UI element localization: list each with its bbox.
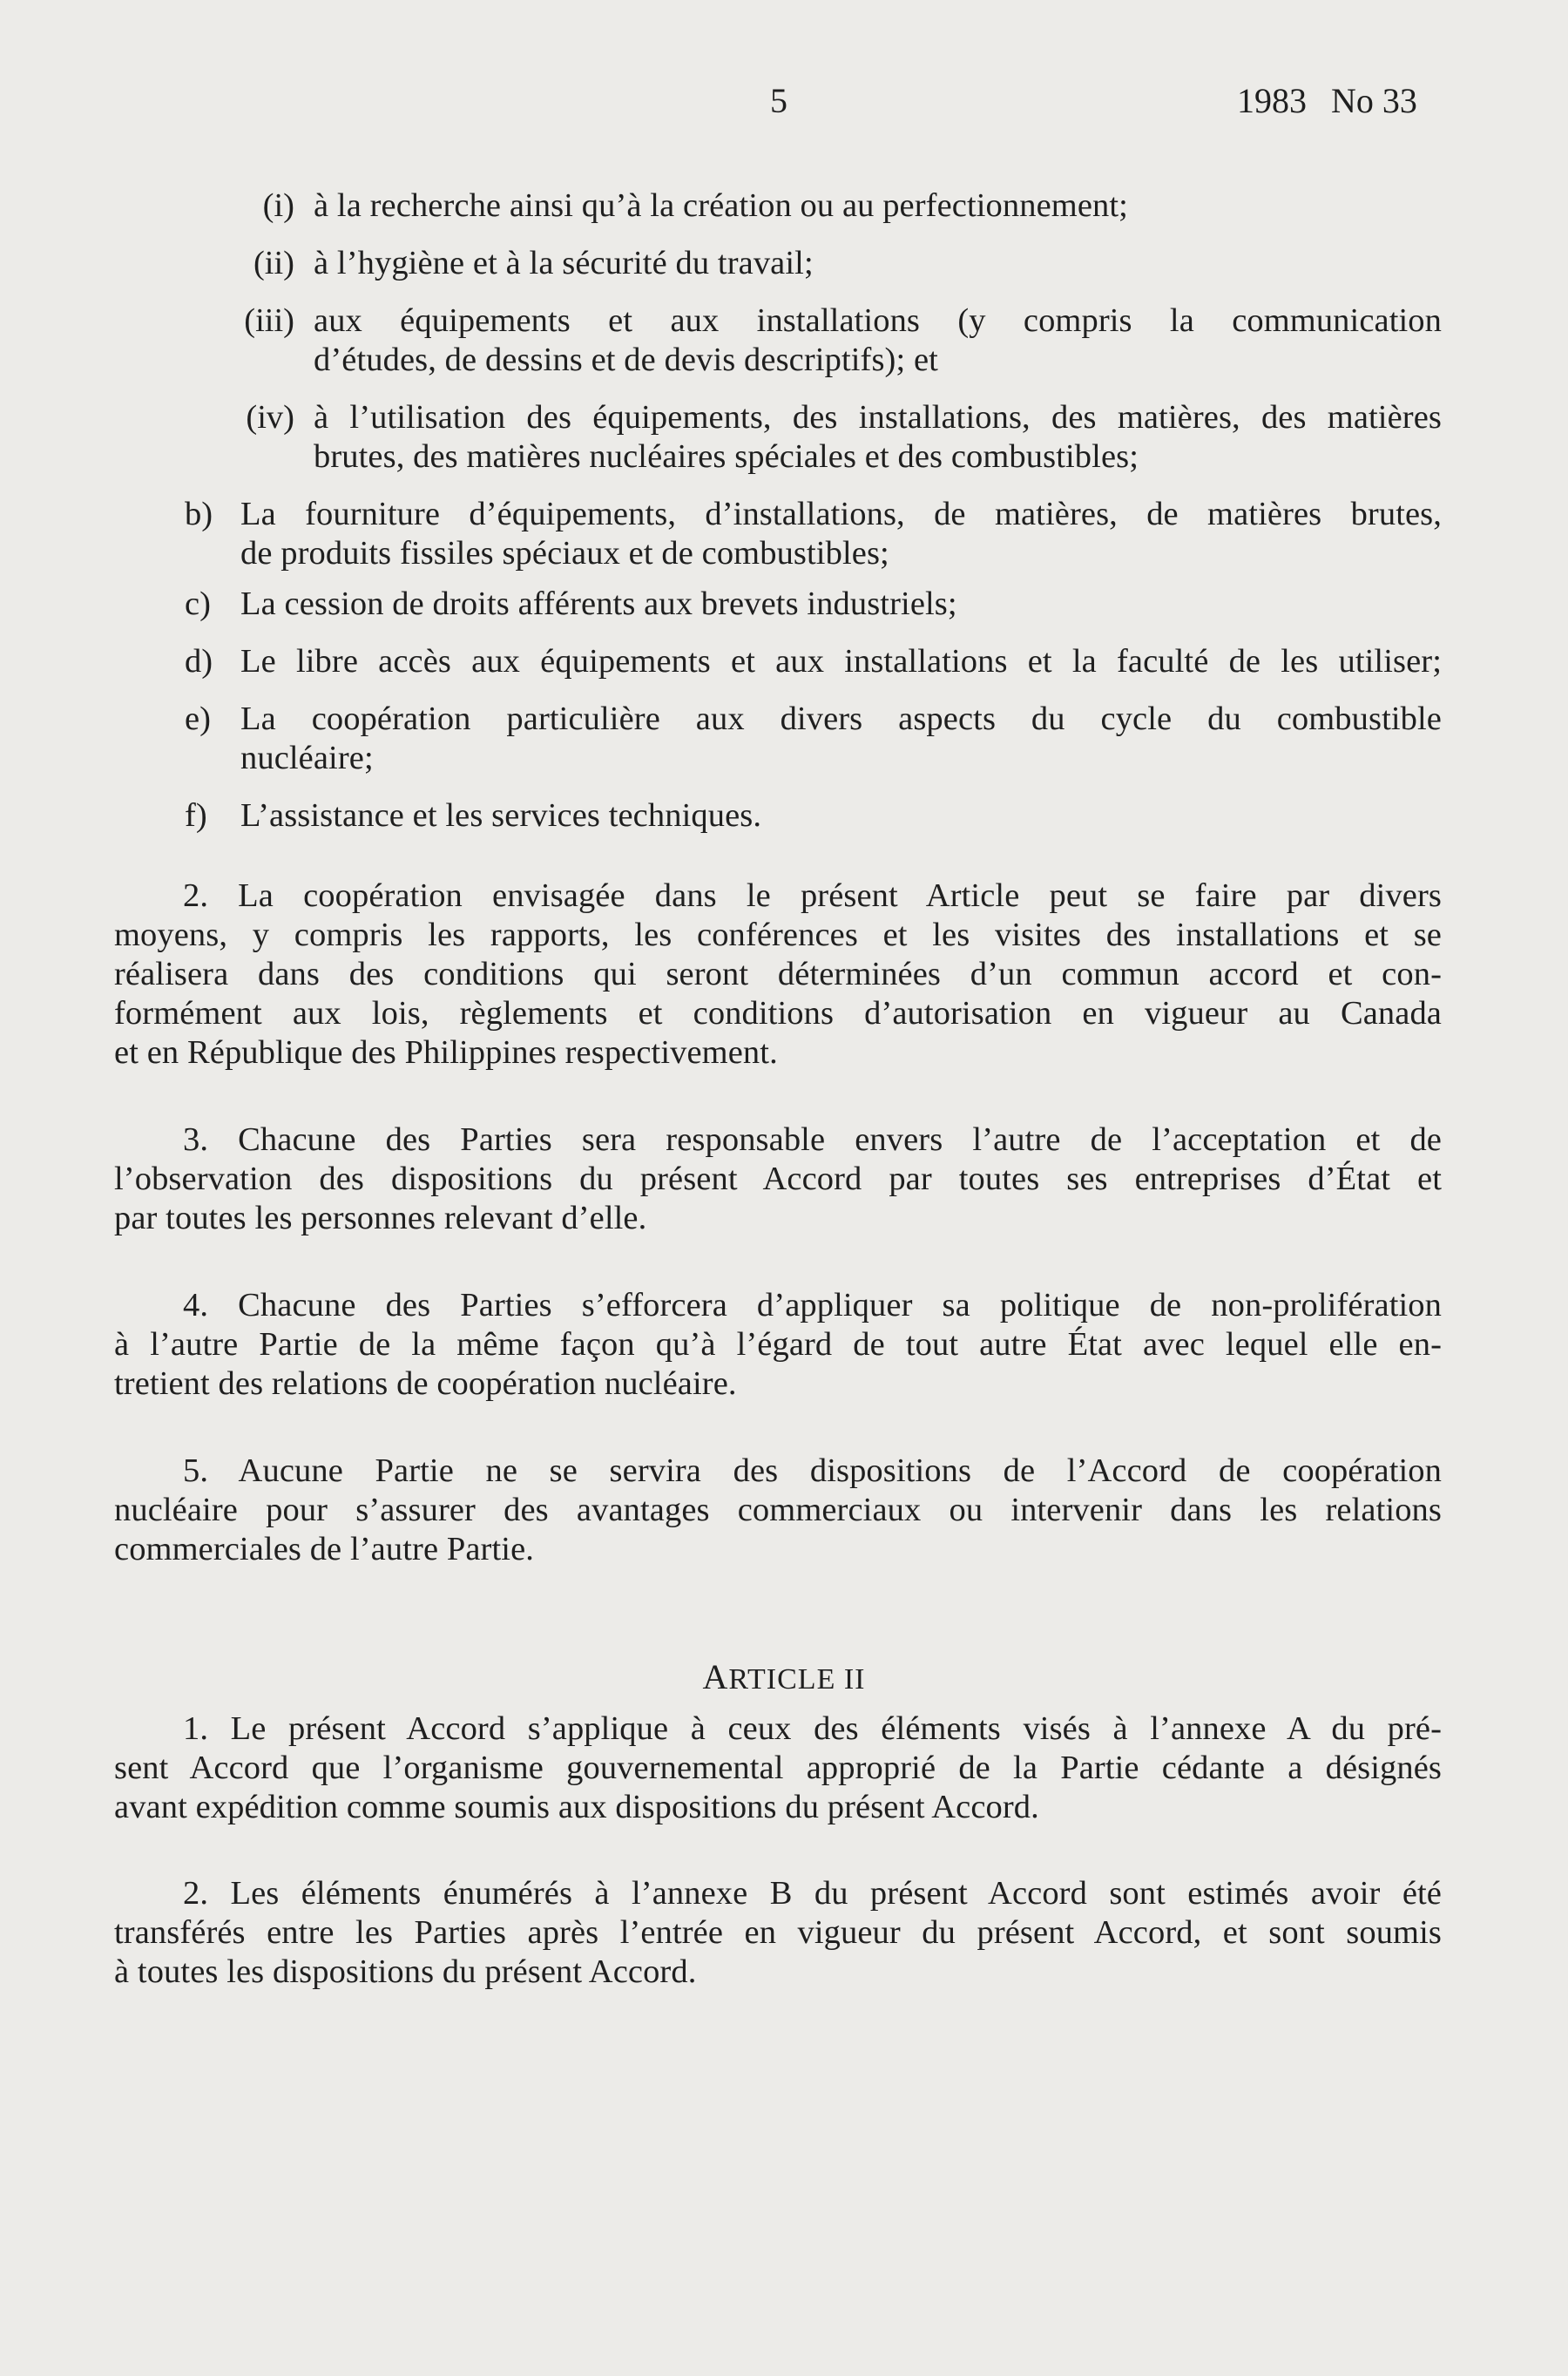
list-label: (ii) [253, 245, 294, 281]
list-item-text: nucléaire; [240, 740, 374, 776]
paragraph-line: transférés entre les Parties après l’entrée en vigueur du présent Accord, et sont soumis [114, 1914, 1442, 1951]
paragraph-line: à l’autre Partie de la même façon qu’à l’égard de tout autre État avec lequel elle en- [114, 1326, 1442, 1363]
paragraph-line: 2. La coopération envisagée dans le présent Article peut se faire par divers [183, 877, 1442, 914]
paragraph-line: tretient des relations de coopération nucléaire. [114, 1365, 737, 1402]
list-item-text: brutes, des matières nucléaires spéciales et des combustibles; [314, 438, 1139, 475]
paragraph-line: à toutes les dispositions du présent Accord. [114, 1953, 697, 1990]
gazette-year: 1983 [1237, 81, 1307, 120]
list-item-text: d’études, de dessins et de devis descriptifs); et [314, 342, 938, 378]
list-item-text: La coopération particulière aux divers aspects du cycle du combustible [240, 701, 1442, 737]
paragraph-line: formément aux lois, règlements et conditions d’autorisation en vigueur au Canada [114, 995, 1442, 1032]
list-label: (iii) [244, 302, 294, 339]
paragraph-line: 5. Aucune Partie ne se servira des dispositions de l’Accord de coopération [183, 1452, 1442, 1489]
list-label: f) [185, 797, 207, 834]
list-item-text: à l’hygiène et à la sécurité du travail; [314, 245, 814, 281]
paragraph-line: et en République des Philippines respectivement. [114, 1034, 778, 1071]
article-heading-rest: RTICLE II [728, 1663, 866, 1696]
article-heading [0, 1656, 1568, 1697]
paragraph-line: l’observation des dispositions du présent Accord par toutes ses entreprises d’État et [114, 1161, 1442, 1197]
paragraph-line: 1. Le présent Accord s’applique à ceux des éléments visés à l’annexe A du pré- [183, 1710, 1442, 1747]
gazette-number: No 33 [1331, 81, 1417, 120]
list-item-text: L’assistance et les services techniques. [240, 797, 762, 834]
list-item-text: aux équipements et aux installations (y compris la communication [314, 302, 1442, 339]
list-item-text: de produits fissiles spéciaux et de combustibles; [240, 535, 889, 572]
list-label: b) [185, 496, 213, 532]
paragraph-line: nucléaire pour s’assurer des avantages commerciaux ou intervenir dans les relations [114, 1492, 1442, 1528]
paragraph-line: par toutes les personnes relevant d’elle. [114, 1200, 647, 1236]
list-label: d) [185, 643, 213, 680]
list-item-text: Le libre accès aux équipements et aux installations et la faculté de les utiliser; [240, 643, 1442, 680]
paragraph-line: 3. Chacune des Parties sera responsable envers l’autre de l’acceptation et de [183, 1121, 1442, 1158]
paragraph-line: 4. Chacune des Parties s’efforcera d’appliquer sa politique de non-prolifération [183, 1287, 1442, 1323]
list-item-text: La fourniture d’équipements, d’installations, de matières, de matières brutes, [240, 496, 1442, 532]
paragraph-line: avant expédition comme soumis aux dispositions du présent Accord. [114, 1789, 1039, 1825]
paragraph-line: 2. Les éléments énumérés à l’annexe B du présent Accord sont estimés avoir été [183, 1875, 1442, 1912]
list-label: c) [185, 586, 211, 622]
list-label: e) [185, 701, 211, 737]
paragraph-line: moyens, y compris les rapports, les conférences et les visites des installations et se [114, 917, 1442, 953]
paragraph-line: commerciales de l’autre Partie. [114, 1531, 534, 1567]
paragraph-line: réalisera dans des conditions qui seront déterminées d’un commun accord et con- [114, 956, 1442, 992]
list-label: (i) [262, 187, 294, 224]
list-label: (iv) [246, 399, 294, 436]
paragraph-line: sent Accord que l’organisme gouvernemental approprié de la Partie cédante a désignés [114, 1750, 1442, 1786]
article-heading-initial: A [702, 1657, 729, 1696]
page-number: 5 [770, 81, 787, 120]
gazette-reference [1237, 80, 1417, 121]
list-item-text: à l’utilisation des équipements, des installations, des matières, des matières [314, 399, 1442, 436]
list-item-text: à la recherche ainsi qu’à la création ou au perfectionnement; [314, 187, 1128, 224]
list-item-text: La cession de droits afférents aux brevets industriels; [240, 586, 957, 622]
